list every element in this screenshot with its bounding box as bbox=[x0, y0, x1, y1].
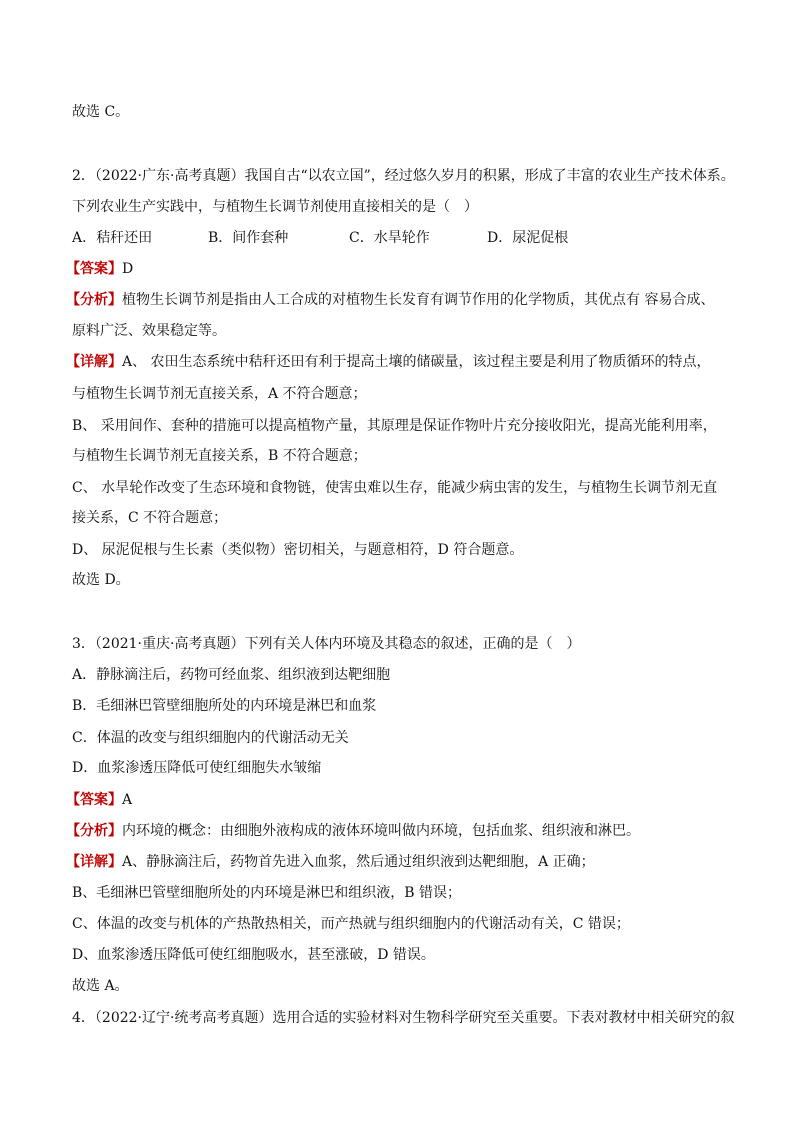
q3-detail-line-3: C、体温的改变与机体的产热散热相关，而产热就与组织细胞内的代谢活动有关，C 错误； bbox=[72, 916, 630, 932]
detail-tag: 【详解】 bbox=[66, 854, 122, 870]
q2-number: 2． bbox=[72, 168, 95, 184]
q2-source: （2022·广东·高考真题） bbox=[94, 168, 245, 184]
q3-detail-line-2: B、毛细淋巴管壁细胞所处的内环境是淋巴和组织液，B 错误； bbox=[72, 885, 462, 901]
q3-answer bbox=[66, 790, 132, 810]
answer-value: D bbox=[122, 261, 134, 277]
q2-analysis-line-2: 原料广泛、效果稳定等。 bbox=[72, 323, 226, 339]
q3-detail-line-1 bbox=[66, 852, 595, 872]
q2-option-c: C．水旱轮作 bbox=[349, 230, 430, 246]
q3-stem-line bbox=[72, 634, 580, 654]
q2-detail-line-4: 与植物生长调节剂无直接关系，B 不符合题意； bbox=[72, 448, 367, 464]
q2-stem-line-1 bbox=[72, 166, 735, 186]
answer-value: A bbox=[122, 792, 133, 808]
answer-tag: 【答案】 bbox=[66, 261, 122, 277]
q2-detail-line-2: 与植物生长调节剂无直接关系，A 不符合题意； bbox=[72, 386, 367, 402]
analysis-text: 植物生长调节剂是指由人工合成的对植物生长发育有调节作用的化学物质，其优点有 容易合成、 bbox=[122, 292, 715, 308]
q3-analysis bbox=[66, 821, 640, 841]
analysis-tag: 【分析】 bbox=[66, 292, 122, 308]
detail-tag: 【详解】 bbox=[66, 354, 122, 370]
q2-option-a: A．秸秆还田 bbox=[72, 230, 153, 246]
q2-detail-line-3: B、 采用间作、套种的措施可以提高植物产量，其原理是保证作物叶片充分接收阳光，提高光能利用率， bbox=[72, 418, 717, 434]
q2-detail-line-7: D、 尿泥促根与生长素（类似物）密切相关，与题意相符，D 符合题意。 bbox=[72, 542, 524, 558]
q4-stem-line bbox=[72, 1008, 734, 1028]
detail-text: A、静脉滴注后，药物首先进入血浆，然后通过组织液到达靶细胞，A 正确； bbox=[122, 854, 595, 870]
q2-detail-line-5: C、 水旱轮作改变了生态环境和食物链，使害虫难以生存，能减少病虫害的发生，与植物生长调节剂无直 bbox=[72, 480, 718, 496]
q3-option-d: D．血浆渗透压降低可使红细胞失水皱缩 bbox=[72, 760, 322, 776]
q1-conclusion: 故选 C。 bbox=[72, 104, 130, 120]
q2-option-b: B．间作套种 bbox=[208, 230, 289, 246]
q2-answer bbox=[66, 259, 133, 279]
q3-option-a: A．静脉滴注后，药物可经血浆、组织液到达靶细胞 bbox=[72, 667, 391, 683]
q3-source: （2021·重庆·高考真题） bbox=[94, 636, 245, 652]
q2-stem-line-2: 下列农业生产实践中，与植物生长调节剂使用直接相关的是（ ） bbox=[72, 199, 478, 215]
q4-stem: 选用合适的实验材料对生物科学研究至关重要。下表对教材中相关研究的叙 bbox=[272, 1010, 735, 1026]
detail-text: A、 农田生态系统中秸秆还田有利于提高土壤的储碳量，该过程主要是利用了物质循环的特点， bbox=[122, 354, 711, 370]
q2-conclusion: 故选 D。 bbox=[72, 572, 130, 588]
q3-number: 3． bbox=[72, 636, 95, 652]
q3-stem: 下列有关人体内环境及其稳态的叙述，正确的是（ ） bbox=[244, 636, 581, 652]
q4-number: 4． bbox=[72, 1010, 95, 1026]
q2-detail-line-6: 接关系，C 不符合题意； bbox=[72, 510, 228, 526]
q2-options bbox=[72, 228, 568, 248]
q3-option-c: C．体温的改变与组织细胞内的代谢活动无关 bbox=[72, 730, 349, 746]
analysis-tag: 【分析】 bbox=[66, 823, 122, 839]
q3-conclusion: 故选 A。 bbox=[72, 978, 129, 994]
q2-detail-line-1 bbox=[66, 352, 711, 372]
q4-source: （2022·辽宁·统考高考真题） bbox=[94, 1010, 273, 1026]
q3-detail-line-4: D、血浆渗透压降低可使红细胞吸水，甚至涨破，D 错误。 bbox=[72, 947, 435, 963]
analysis-text: 内环境的概念：由细胞外液构成的液体环境叫做内环境，包括血浆、组织液和淋巴。 bbox=[122, 823, 640, 839]
q2-analysis-line-1 bbox=[66, 290, 714, 310]
q2-option-d: D．尿泥促根 bbox=[487, 230, 569, 246]
answer-tag: 【答案】 bbox=[66, 792, 122, 808]
q3-option-b: B．毛细淋巴管壁细胞所处的内环境是淋巴和血浆 bbox=[72, 698, 377, 714]
q2-stem: 我国自古“以农立国”，经过悠久岁月的积累，形成了丰富的农业生产技术体系。 bbox=[244, 168, 735, 184]
